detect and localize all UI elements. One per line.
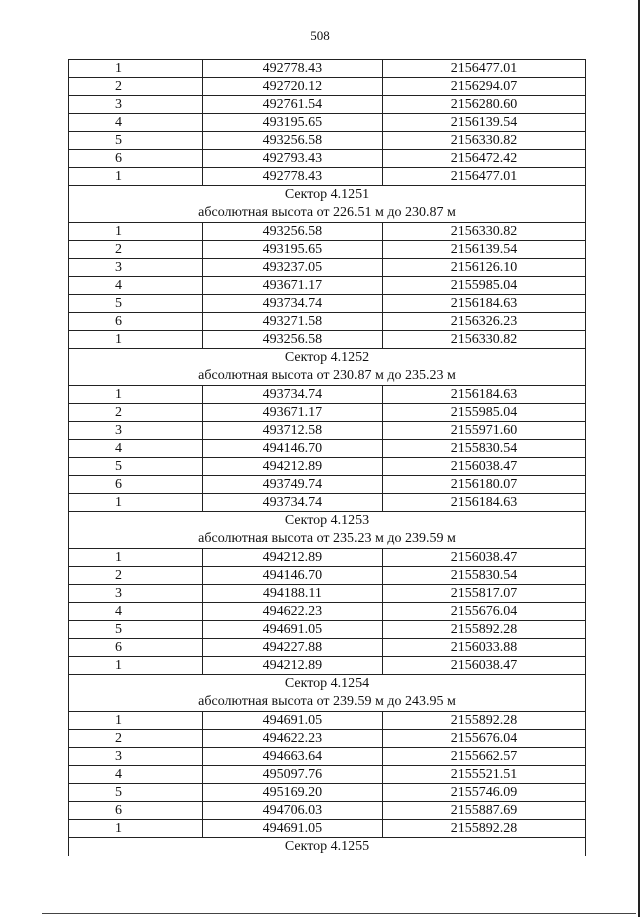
table-row [69, 440, 586, 458]
point-number: 3 [69, 748, 203, 766]
bottom-line [42, 913, 636, 914]
coord-y: 2156184.63 [383, 386, 586, 404]
coord-x: 493734.74 [202, 295, 382, 313]
table-row [69, 657, 586, 675]
table-row [69, 386, 586, 404]
point-number: 6 [69, 150, 203, 168]
coord-x: 493671.17 [202, 277, 382, 295]
table-row [69, 404, 586, 422]
point-number: 3 [69, 585, 203, 603]
point-number: 3 [69, 422, 203, 440]
page-number: 508 [310, 28, 330, 43]
point-number: 1 [69, 549, 203, 567]
table-row [69, 78, 586, 96]
coord-x: 494691.05 [202, 621, 382, 639]
table-row [69, 730, 586, 748]
coord-x: 494227.88 [202, 639, 382, 657]
point-number: 3 [69, 259, 203, 277]
coord-y: 2155892.28 [383, 820, 586, 838]
sector-altitude: абсолютная высота от 235.23 м до 239.59 м [69, 530, 586, 549]
sector-altitude: абсолютная высота от 239.59 м до 243.95 м [69, 693, 586, 712]
table-row [69, 223, 586, 241]
coord-y: 2156326.23 [383, 313, 586, 331]
table-row [69, 603, 586, 621]
sector-altitude-row [69, 693, 586, 712]
point-number: 4 [69, 603, 203, 621]
coord-x: 495097.76 [202, 766, 382, 784]
coord-y: 2155971.60 [383, 422, 586, 440]
coord-x: 493271.58 [202, 313, 382, 331]
coord-x: 493712.58 [202, 422, 382, 440]
coord-x: 492778.43 [202, 60, 382, 78]
sector-title: Сектор 4.1254 [69, 675, 586, 694]
sector-title: Сектор 4.1251 [69, 186, 586, 205]
point-number: 5 [69, 295, 203, 313]
table-row [69, 259, 586, 277]
table-row [69, 567, 586, 585]
coord-y: 2155892.28 [383, 621, 586, 639]
point-number: 4 [69, 766, 203, 784]
coord-x: 494706.03 [202, 802, 382, 820]
coord-y: 2156038.47 [383, 458, 586, 476]
point-number: 2 [69, 78, 203, 96]
coord-x: 493749.74 [202, 476, 382, 494]
coord-x: 493256.58 [202, 223, 382, 241]
table-row [69, 476, 586, 494]
table-row [69, 331, 586, 349]
point-number: 4 [69, 277, 203, 295]
point-number: 2 [69, 730, 203, 748]
sector-title-row [69, 675, 586, 694]
coord-y: 2156330.82 [383, 331, 586, 349]
coord-y: 2156294.07 [383, 78, 586, 96]
sector-title-row [69, 838, 586, 857]
coord-x: 493256.58 [202, 132, 382, 150]
coord-y: 2156472.42 [383, 150, 586, 168]
point-number: 1 [69, 386, 203, 404]
point-number: 5 [69, 621, 203, 639]
coord-y: 2155521.51 [383, 766, 586, 784]
coord-y: 2156330.82 [383, 132, 586, 150]
coord-x: 494691.05 [202, 820, 382, 838]
point-number: 4 [69, 440, 203, 458]
point-number: 1 [69, 60, 203, 78]
coord-y: 2155676.04 [383, 603, 586, 621]
coord-y: 2156038.47 [383, 549, 586, 567]
table-row [69, 458, 586, 476]
coord-y: 2155985.04 [383, 404, 586, 422]
table-row [69, 168, 586, 186]
point-number: 1 [69, 223, 203, 241]
sector-title: Сектор 4.1252 [69, 349, 586, 368]
table-row [69, 621, 586, 639]
coord-x: 494622.23 [202, 603, 382, 621]
point-number: 4 [69, 114, 203, 132]
coord-y: 2156180.07 [383, 476, 586, 494]
coord-x: 493734.74 [202, 494, 382, 512]
point-number: 2 [69, 241, 203, 259]
table-row [69, 295, 586, 313]
coord-y: 2156038.47 [383, 657, 586, 675]
coord-x: 494622.23 [202, 730, 382, 748]
table-row [69, 60, 586, 78]
coord-y: 2155985.04 [383, 277, 586, 295]
coord-x: 493195.65 [202, 114, 382, 132]
coord-x: 494663.64 [202, 748, 382, 766]
table-row [69, 748, 586, 766]
table-row [69, 114, 586, 132]
sector-altitude-row [69, 530, 586, 549]
coord-y: 2155830.54 [383, 567, 586, 585]
coord-y: 2156126.10 [383, 259, 586, 277]
sector-altitude-row [69, 367, 586, 386]
coord-x: 494691.05 [202, 712, 382, 730]
table-row [69, 639, 586, 657]
sector-altitude: абсолютная высота от 230.87 м до 235.23 м [69, 367, 586, 386]
coord-y: 2156330.82 [383, 223, 586, 241]
point-number: 5 [69, 784, 203, 802]
table-row [69, 820, 586, 838]
table-row [69, 712, 586, 730]
coord-x: 492778.43 [202, 168, 382, 186]
coord-y: 2155817.07 [383, 585, 586, 603]
coord-y: 2155662.57 [383, 748, 586, 766]
point-number: 6 [69, 639, 203, 657]
point-number: 2 [69, 404, 203, 422]
coordinates-table [68, 59, 586, 856]
coord-x: 494146.70 [202, 440, 382, 458]
coord-y: 2156280.60 [383, 96, 586, 114]
sector-altitude: абсолютная высота от 226.51 м до 230.87 м [69, 204, 586, 223]
table-row [69, 802, 586, 820]
point-number: 6 [69, 313, 203, 331]
table-row [69, 766, 586, 784]
table-row [69, 784, 586, 802]
sector-title: Сектор 4.1255 [69, 838, 586, 857]
coord-x: 493256.58 [202, 331, 382, 349]
table-row [69, 132, 586, 150]
sector-title: Сектор 4.1253 [69, 512, 586, 531]
coord-y: 2156033.88 [383, 639, 586, 657]
coord-y: 2155892.28 [383, 712, 586, 730]
point-number: 2 [69, 567, 203, 585]
coord-y: 2155746.09 [383, 784, 586, 802]
sector-title-row [69, 512, 586, 531]
sector-altitude-row [69, 204, 586, 223]
sector-title-row [69, 186, 586, 205]
point-number: 5 [69, 458, 203, 476]
table-row [69, 422, 586, 440]
coord-x: 494212.89 [202, 549, 382, 567]
coord-y: 2156184.63 [383, 295, 586, 313]
coord-x: 492720.12 [202, 78, 382, 96]
coord-x: 495169.20 [202, 784, 382, 802]
coord-x: 494146.70 [202, 567, 382, 585]
point-number: 3 [69, 96, 203, 114]
coord-y: 2156477.01 [383, 60, 586, 78]
sector-title-row [69, 349, 586, 368]
coord-y: 2156139.54 [383, 241, 586, 259]
coord-y: 2156139.54 [383, 114, 586, 132]
table-row [69, 549, 586, 567]
point-number: 1 [69, 331, 203, 349]
table-row [69, 277, 586, 295]
coord-x: 493195.65 [202, 241, 382, 259]
coord-y: 2155830.54 [383, 440, 586, 458]
point-number: 6 [69, 802, 203, 820]
coordinates-table-body [69, 60, 586, 857]
table-row [69, 96, 586, 114]
table-row [69, 241, 586, 259]
point-number: 1 [69, 494, 203, 512]
coord-y: 2155887.69 [383, 802, 586, 820]
coord-y: 2156184.63 [383, 494, 586, 512]
point-number: 1 [69, 712, 203, 730]
coord-x: 493671.17 [202, 404, 382, 422]
point-number: 1 [69, 657, 203, 675]
point-number: 1 [69, 168, 203, 186]
coord-x: 494188.11 [202, 585, 382, 603]
coord-x: 494212.89 [202, 657, 382, 675]
point-number: 1 [69, 820, 203, 838]
coord-x: 494212.89 [202, 458, 382, 476]
coord-x: 492761.54 [202, 96, 382, 114]
table-row [69, 150, 586, 168]
coord-x: 493734.74 [202, 386, 382, 404]
coord-x: 493237.05 [202, 259, 382, 277]
coord-y: 2156477.01 [383, 168, 586, 186]
coord-x: 492793.43 [202, 150, 382, 168]
table-row [69, 585, 586, 603]
coord-y: 2155676.04 [383, 730, 586, 748]
point-number: 5 [69, 132, 203, 150]
table-row [69, 494, 586, 512]
point-number: 6 [69, 476, 203, 494]
table-row [69, 313, 586, 331]
